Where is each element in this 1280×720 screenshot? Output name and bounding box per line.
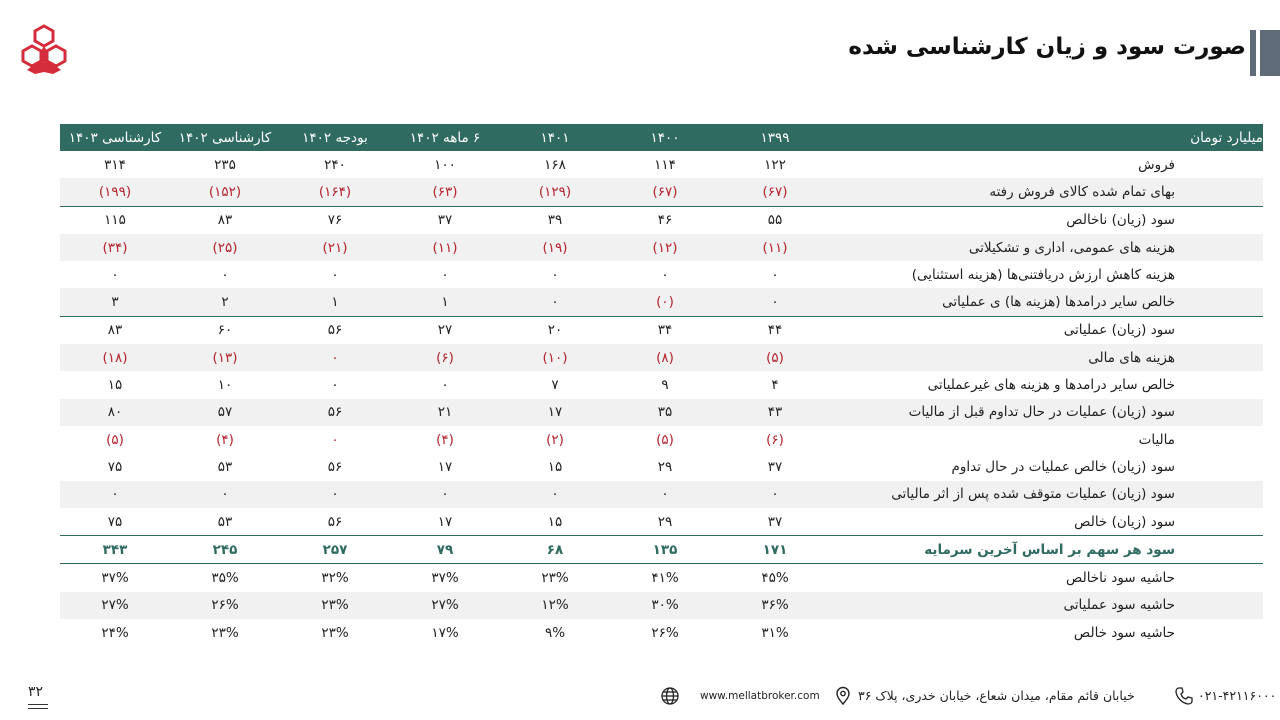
table-cell: (۱۸) (60, 344, 170, 371)
row-label: سود (زیان) خالص عملیات در حال تداوم (951, 458, 1175, 475)
table-row (60, 592, 1263, 619)
table-cell: (۲۱) (280, 234, 390, 261)
table-cell: ۳۴ (657, 322, 673, 339)
table-cell: ۰ (771, 266, 779, 283)
table-cell: ۳۵ (610, 399, 720, 426)
table-cell: (۵) (656, 431, 674, 448)
table-cell: ۲۹ (657, 458, 673, 475)
table-cell: ۱۱۴ (654, 156, 676, 173)
table-cell: (۱۲۹) (500, 178, 610, 206)
table-cell: (۵) (720, 344, 830, 371)
column-header: ۱۴۰۱ (500, 124, 610, 151)
table-cell: ۰ (331, 431, 339, 448)
table-cell: ۵۷ (170, 399, 280, 426)
phone-number: ۰۲۱-۴۲۱۱۶۰۰۰ (1198, 688, 1277, 703)
table-cell: ۴۵% (761, 570, 789, 587)
table-cell: ۵۵ (767, 212, 783, 229)
table-cell: ۸۳ (107, 322, 123, 339)
footer (0, 684, 1280, 714)
row-label: سود (زیان) عملیات در حال تداوم قبل از مالیات (830, 399, 1263, 426)
table-cell: (۱۱) (390, 234, 500, 261)
table-cell: ۰ (390, 481, 500, 508)
table-cell: ۲۳% (280, 592, 390, 619)
table-cell: ۱۲۲ (764, 156, 786, 173)
table-cell: (۱۶۴) (280, 178, 390, 206)
table-cell: ۲۷ (437, 322, 453, 339)
table-cell: (۱۳) (170, 344, 280, 371)
column-header: بودجه ۱۴۰۲ (280, 124, 390, 151)
table-cell: ۳۹ (547, 212, 563, 229)
table-cell: ۲۳% (321, 624, 349, 641)
row-label: سود (زیان) ناخالص (1066, 212, 1175, 229)
table-cell: ۵۶ (280, 399, 390, 426)
table-cell: (۱۹۹) (60, 178, 170, 206)
table-cell: ۲۴۰ (324, 156, 346, 173)
table-row (60, 399, 1263, 426)
table-cell: ۵۶ (327, 322, 343, 339)
page-number: ۳۲ (28, 684, 44, 700)
table-cell: ۱۰۰ (434, 156, 456, 173)
table-cell: ۹% (544, 624, 566, 641)
table-cell: ۳ (60, 288, 170, 316)
row-label: حاشیه سود خالص (1073, 624, 1175, 641)
table-cell: ۰ (500, 288, 610, 316)
table-cell: ۰ (720, 481, 830, 508)
table-cell: (۶۷) (720, 178, 830, 206)
table-cell: ۳۷ (437, 212, 453, 229)
table-cell: ۳۷ (720, 508, 830, 536)
table-cell: ۶۰ (217, 322, 233, 339)
table-cell: (۶۷) (610, 178, 720, 206)
table-cell: ۰ (280, 344, 390, 371)
table-cell: ۳۷ (767, 458, 783, 475)
row-label: خالص سایر درامدها (هزینه ها) ی عملیاتی (830, 288, 1263, 316)
table-cell: ۶۸ (500, 536, 610, 564)
column-header: کارشناسی ۱۴۰۲ (170, 124, 280, 151)
table-row (60, 481, 1263, 508)
table-cell: ۲۳% (541, 570, 569, 587)
address-text: خیابان قائم مقام، میدان شعاع، خیابان خدری، پلاک ۳۶ (858, 688, 1135, 703)
phone-icon (1174, 686, 1194, 706)
logo-icon (18, 22, 70, 78)
table-cell: (۴) (436, 431, 454, 448)
table-cell: ۲۰ (547, 322, 563, 339)
table-cell: ۴۶ (657, 212, 673, 229)
table-row (60, 371, 1263, 398)
page-title: صورت سود و زیان کارشناسی شده (848, 34, 1246, 60)
table-cell: ۰ (60, 481, 170, 508)
table-cell: ۱۱۵ (104, 212, 126, 229)
table-cell: ۰ (500, 481, 610, 508)
table-cell: ۴۱% (651, 570, 679, 587)
table-cell: ۳۰% (610, 592, 720, 619)
location-pin-icon (834, 686, 852, 706)
table-cell: ۰ (331, 377, 339, 394)
table-cell: ۴ (771, 377, 779, 394)
table-cell: ۰ (610, 481, 720, 508)
row-label: هزینه کاهش ارزش دریافتنی‌ها (هزینه استثنایی) (911, 266, 1175, 283)
table-cell: ۰ (221, 266, 229, 283)
table-cell: ۱۵ (547, 458, 563, 475)
table-row (60, 316, 1263, 344)
table-cell: ۱ (280, 288, 390, 316)
table-cell: ۵۳ (217, 458, 233, 475)
table-cell: (۱۹) (500, 234, 610, 261)
table-cell: ۳۷% (431, 570, 459, 587)
row-label: حاشیه سود عملیاتی (830, 592, 1263, 619)
table-cell: (۱۵۲) (170, 178, 280, 206)
row-label: سود (زیان) خالص (830, 508, 1263, 536)
table-cell: ۵۶ (327, 458, 343, 475)
table-cell: ۳۶% (720, 592, 830, 619)
table-cell: ۳۵% (211, 570, 239, 587)
table-cell: ۱ (390, 288, 500, 316)
table-cell: ۱۷ (500, 399, 610, 426)
table-cell: ۸۰ (60, 399, 170, 426)
table-cell: ۱۷ (437, 458, 453, 475)
row-label: سود (زیان) عملیاتی (1063, 322, 1175, 339)
title-accent-bar-thin (1250, 30, 1256, 76)
table-cell: ۱۳۵ (610, 536, 720, 564)
table-cell: (۶) (390, 344, 500, 371)
table-cell: (۲) (546, 431, 564, 448)
table-cell: ۷ (551, 377, 559, 394)
table-cell: ۲۶% (170, 592, 280, 619)
title-accent-bar (1260, 30, 1280, 76)
table-cell: ۰ (441, 266, 449, 283)
table-cell: ۱۷% (431, 624, 459, 641)
table-cell: ۵۶ (280, 508, 390, 536)
row-label: خالص سایر درامدها و هزینه های غیرعملیاتی (927, 377, 1175, 394)
row-label: بهای تمام شده کالای فروش رفته (830, 178, 1263, 206)
table-cell: (۶۳) (390, 178, 500, 206)
table-row (60, 426, 1263, 453)
table-cell: (۸) (610, 344, 720, 371)
page-number-underline-2 (28, 708, 48, 709)
globe-icon (660, 686, 680, 706)
column-header: ۱۳۹۹ (720, 124, 830, 151)
table-cell: ۹ (661, 377, 669, 394)
table-cell: ۰ (331, 266, 339, 283)
table-cell: ۳۲% (321, 570, 349, 587)
table-cell: (۱۰) (500, 344, 610, 371)
table-cell: ۲۱ (390, 399, 500, 426)
table-cell: ۲۷% (390, 592, 500, 619)
row-label: حاشیه سود ناخالص (1066, 570, 1175, 587)
table-cell: ۱۷ (390, 508, 500, 536)
row-label: هزینه های عمومی، اداری و تشکیلاتی (830, 234, 1263, 261)
table-cell: ۳۷% (101, 570, 129, 587)
row-label: فروش (1138, 156, 1175, 173)
table-row (60, 344, 1263, 371)
table-cell: ۱۵ (107, 377, 123, 394)
table-row (60, 178, 1263, 206)
table-cell: (۱۲) (610, 234, 720, 261)
table-cell: (۳۴) (60, 234, 170, 261)
table-row (60, 151, 1263, 178)
table-cell: ۲۹ (610, 508, 720, 536)
table-cell: ۸۳ (217, 212, 233, 229)
table-cell: (۴) (216, 431, 234, 448)
table-header-row (60, 124, 1263, 151)
table-row (60, 619, 1263, 646)
table-cell: ۲۳% (211, 624, 239, 641)
table-cell: ۷۹ (390, 536, 500, 564)
table-cell: ۱۶۸ (544, 156, 566, 173)
row-label: مالیات (1138, 431, 1175, 448)
table-cell: ۷۵ (60, 508, 170, 536)
table-cell: ۱۷۱ (720, 536, 830, 564)
table-cell: ۲۴% (101, 624, 129, 641)
website-link[interactable]: www.mellatbroker.com (700, 690, 820, 702)
table-row (60, 261, 1263, 288)
table-cell: ۰ (170, 481, 280, 508)
table-cell: ۳۴۳ (60, 536, 170, 564)
page-number-underline (28, 704, 48, 705)
table-cell: ۱۲% (500, 592, 610, 619)
table-cell: ۰ (661, 266, 669, 283)
table-cell: ۰ (720, 288, 830, 316)
row-label: سود هر سهم بر اساس آخرین سرمایه (830, 536, 1263, 564)
table-cell: ۰ (441, 377, 449, 394)
table-row (60, 234, 1263, 261)
column-header: ۱۴۰۰ (610, 124, 720, 151)
table-row (60, 206, 1263, 234)
table-cell: ۰ (111, 266, 119, 283)
row-label: هزینه های مالی (830, 344, 1263, 371)
table-cell: (۱۱) (720, 234, 830, 261)
table-cell: ۲۷% (60, 592, 170, 619)
table-cell: (۵) (106, 431, 124, 448)
table-row (60, 508, 1263, 536)
table-row (60, 288, 1263, 316)
table-cell: ۳۱% (761, 624, 789, 641)
table-cell: ۳۱۴ (104, 156, 126, 173)
header-unit-label: میلیارد تومان (830, 124, 1263, 151)
table-cell: (۲۵) (170, 234, 280, 261)
column-header: ۶ ماهه ۱۴۰۲ (390, 124, 500, 151)
table-cell: (۰) (610, 288, 720, 316)
table-cell: ۲۵۷ (280, 536, 390, 564)
table-cell: ۵۳ (170, 508, 280, 536)
table-cell: ۱۵ (500, 508, 610, 536)
table-row (60, 564, 1263, 592)
table-row (60, 453, 1263, 480)
table-row (60, 536, 1263, 564)
table-cell: ۴۴ (767, 322, 783, 339)
profit-loss-table (60, 124, 1263, 646)
table-cell: ۲۳۵ (214, 156, 236, 173)
table-cell: ۲۶% (651, 624, 679, 641)
table-cell: ۱۰ (217, 377, 233, 394)
column-header: کارشناسی ۱۴۰۳ (60, 124, 170, 151)
table-cell: ۲ (170, 288, 280, 316)
table-cell: ۴۳ (720, 399, 830, 426)
table-cell: ۷۶ (327, 212, 343, 229)
table-cell: (۶) (766, 431, 784, 448)
table-cell: ۰ (280, 481, 390, 508)
table-cell: ۰ (551, 266, 559, 283)
table-cell: ۷۵ (107, 458, 123, 475)
row-label: سود (زیان) عملیات متوقف شده پس از اثر مالیاتی (830, 481, 1263, 508)
table-cell: ۲۴۵ (170, 536, 280, 564)
